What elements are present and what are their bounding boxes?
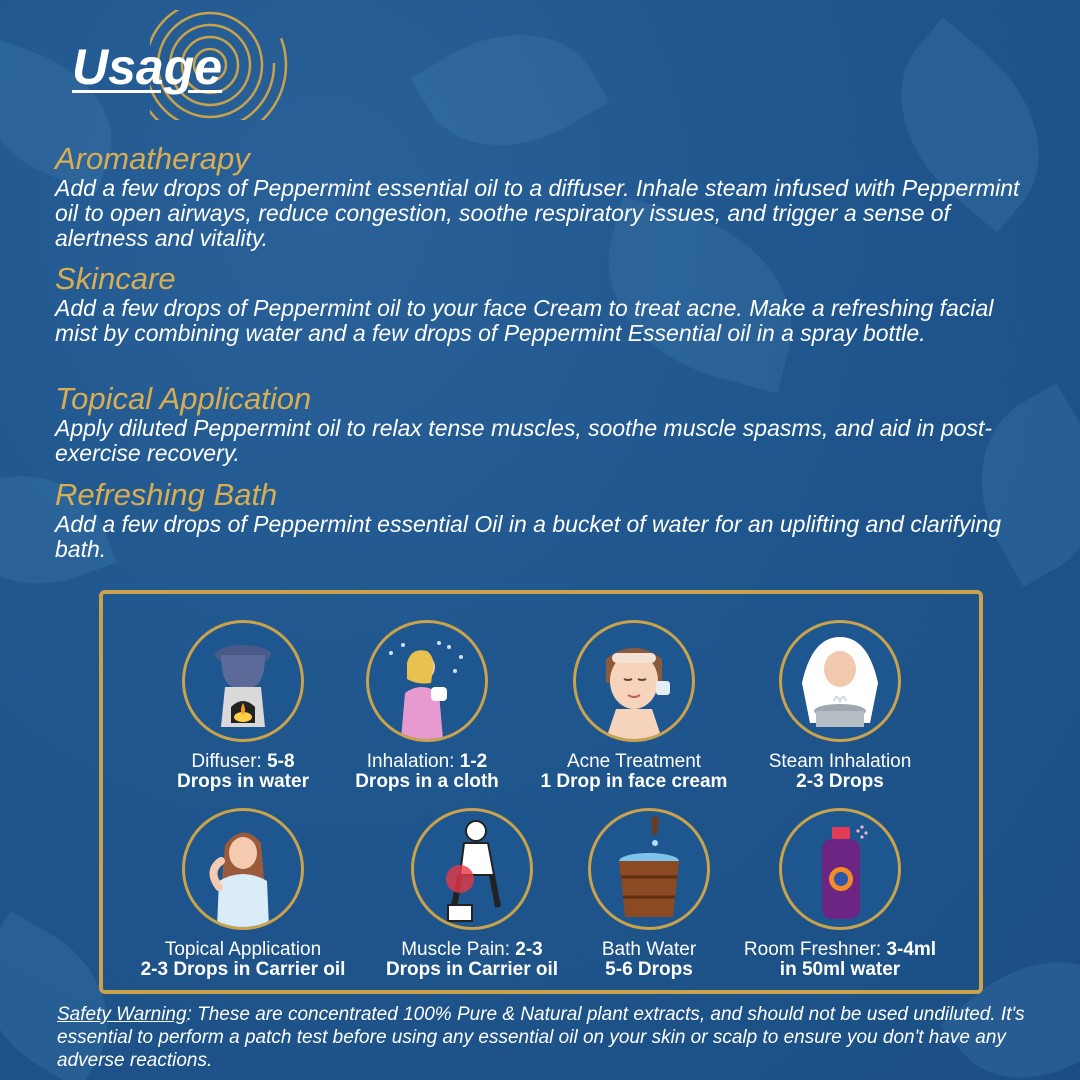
section-skincare	[55, 262, 1035, 346]
section-refreshing-bath	[55, 478, 1035, 562]
usage-item-label: Topical Application	[164, 939, 322, 960]
section-aromatherapy	[55, 142, 1035, 251]
section-heading: Refreshing Bath	[55, 477, 278, 512]
section-heading: Topical Application	[55, 381, 312, 416]
usage-item-label: Acne Treatment	[566, 751, 702, 772]
usage-item-detail: in 50ml water	[779, 959, 901, 980]
steam-inhalation-icon	[779, 620, 901, 742]
usage-item-label: Muscle Pain:	[401, 939, 516, 960]
section-body: Apply diluted Peppermint oil to relax tense muscles, soothe muscle spasms, and aid in post-exercise recovery.	[55, 415, 993, 466]
section-topical-application	[55, 382, 1035, 466]
section-body: Add a few drops of Peppermint oil to your face Cream to treat acne. Make a refreshing facial mist by combining water and a few drops of Peppermint Essential oil in a spray bottle.	[55, 295, 994, 346]
page-title: Usage	[72, 39, 223, 95]
usage-item-detail: 2-3 Drops in Carrier oil	[140, 959, 346, 980]
usage-item-amount: 5-8	[267, 751, 295, 772]
usage-item-steam-inhalation	[710, 620, 970, 792]
section-body: Add a few drops of Peppermint essential oil to a diffuser. Inhale steam infused with Peppermint oil to open airways, reduce congestion, soothe respiratory issues, and trigger a sense of alertness and vitality.	[55, 175, 1020, 251]
usage-item-detail: 5-6 Drops	[605, 959, 693, 980]
usage-item-amount: 3-4ml	[886, 939, 937, 960]
inhalation-icon	[366, 620, 488, 742]
usage-item-room-freshener	[710, 808, 970, 980]
usage-item-detail: 1 Drop in face cream	[540, 771, 728, 792]
usage-item-label: Room Freshner:	[743, 939, 887, 960]
diffuser-icon	[182, 620, 304, 742]
usage-item-label: Bath Water	[601, 939, 697, 960]
topical-application-icon	[182, 808, 304, 930]
usage-item-detail: Drops in Carrier oil	[385, 959, 559, 980]
usage-item-label: Inhalation:	[366, 751, 460, 772]
usage-item-amount: 1-2	[459, 751, 488, 772]
safety-warning	[57, 1003, 1037, 1072]
usage-item-label: Diffuser:	[191, 751, 268, 772]
usage-item-detail: Drops in water	[177, 771, 309, 792]
usage-item-detail: 2-3 Drops	[796, 771, 884, 792]
usage-item-topical-application	[113, 808, 373, 980]
bath-water-icon	[588, 808, 710, 930]
usage-item-amount: 2-3	[515, 939, 543, 960]
section-heading: Skincare	[55, 261, 176, 296]
room-freshener-icon	[779, 808, 901, 930]
usage-item-detail: Drops in a cloth	[355, 771, 499, 792]
acne-treatment-icon	[573, 620, 695, 742]
section-heading: Aromatherapy	[55, 141, 250, 176]
safety-warning-text: : These are concentrated 100% Pure & Natural plant extracts, and should not be used undiluted. It's essential to perform a patch test before using any essential oil on your skin or scalp to ensure you don't have any adverse reactions.	[57, 1004, 1025, 1071]
section-body: Add a few drops of Peppermint essential Oil in a bucket of water for an uplifting and clarifying bath.	[55, 511, 1002, 562]
usage-item-label: Steam Inhalation	[768, 751, 912, 772]
safety-warning-label: Safety Warning	[57, 1004, 187, 1025]
muscle-pain-icon	[411, 808, 533, 930]
